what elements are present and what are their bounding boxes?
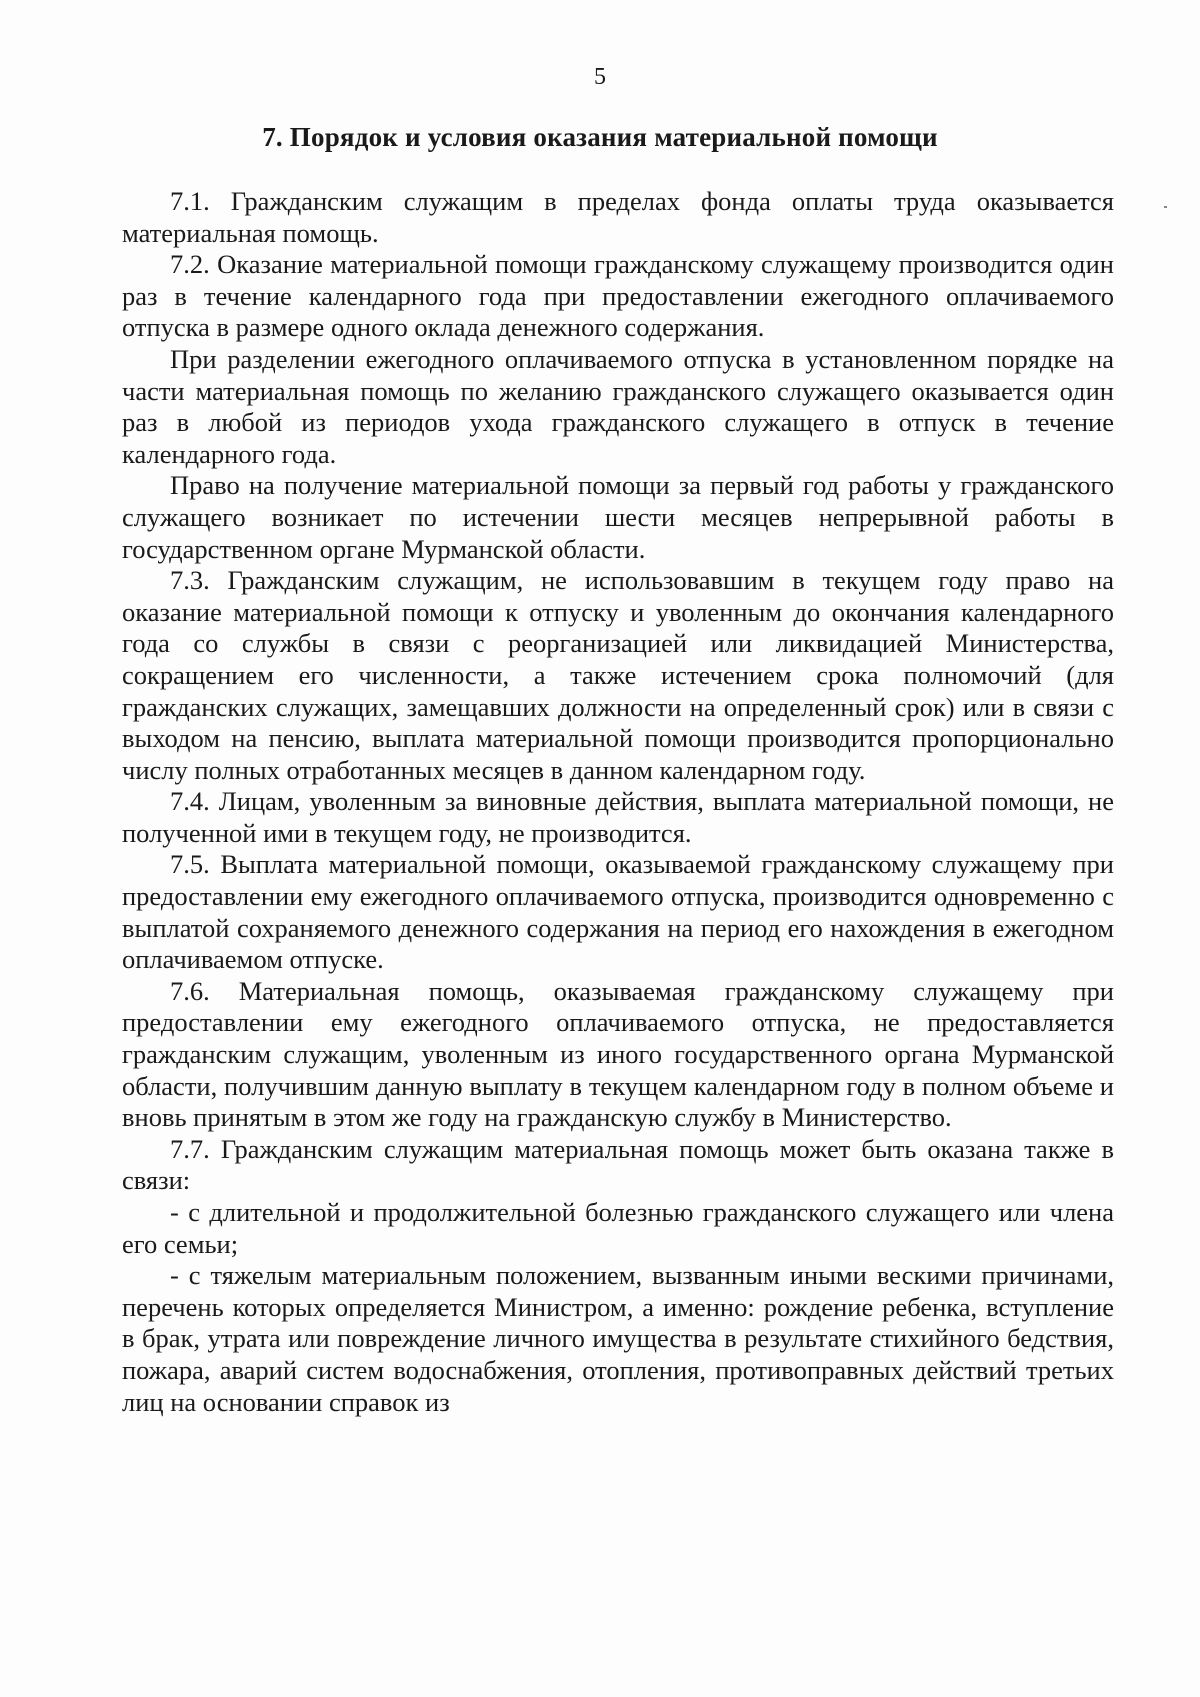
paragraph-7-2: 7.2. Оказание материальной помощи гражданскому служащему производится один раз в течение календарного года при предоставлении ежегодного оплачиваемого отпуска в размере одного оклада денежного содержания. [122,249,1114,343]
section-title: 7. Порядок и условия оказания материальной помощи [262,122,938,152]
scan-speck [1164,206,1167,208]
paragraph-7-3: 7.3. Гражданским служащим, не использовавшим в текущем году право на оказание материальной помощи к отпуску и уволенным до окончания календарного года со службы в связи с реорганизацией или ликвидацией Министерства, сокращением его численности, а также истечением срока полномочий (для гражданских служащих, замещавших должности на определенный срок) или в связи с выходом на пенсию, выплата материальной помощи производится пропорционально числу полных отработанных месяцев в данном календарном году. [122,565,1114,785]
paragraph-7-4: 7.4. Лицам, уволенным за виновные действия, выплата материальной помощи, не полученной ими в текущем году, не производится. [122,786,1114,848]
paragraph-7-5: 7.5. Выплата материальной помощи, оказываемой гражданскому служащему при предоставлении ему ежегодного оплачиваемого отпуска, производится одновременно с выплатой сохраняемого денежного содержания на период его нахождения в ежегодном оплачиваемом отпуске. [122,849,1114,975]
list-item-illness: - с длительной и продолжительной болезнью гражданского служащего или члена его семьи; [122,1197,1114,1259]
paragraph-7-7: 7.7. Гражданским служащим материальная помощь может быть оказана также в связи: [122,1133,1114,1196]
paragraph-7-1: 7.1. Гражданским служащим в пределах фонда оплаты труда оказывается материальная помощь. [122,186,1114,248]
page-number: 5 [594,64,606,90]
paragraph-7-6: 7.6. Материальная помощь, оказываемая гражданскому служащему при предоставлении ему ежегодного оплачиваемого отпуска, не предоставляется гражданским служащим, уволенным из иного государственного органа Мурманской области, получившим данную выплату в текущем календарном году в полном объеме и вновь принятым в этом же году на гражданскую службу в Министерство. [122,975,1114,1133]
paragraph-7-2-first-year: Право на получение материальной помощи за первый год работы у гражданского служащего возникает по истечении шести месяцев непрерывной работы в государственном органе Мурманской области. [122,470,1114,564]
paragraph-7-2-part-division: При разделении ежегодного оплачиваемого отпуска в установленном порядке на части материальная помощь по желанию гражданского служащего оказывается один раз в любой из периодов ухода гражданского служащего в отпуск в течение календарного года. [122,343,1114,469]
list-item-hardship: - с тяжелым материальным положением, вызванным иными вескими причинами, перечень которых определяется Министром, а именно: рождение ребенка, вступление в брак, утрата или повреждение личного имущества в результате стихийного бедствия, пожара, аварий систем водоснабжения, отопления, противоправных действий третьих лиц на основании справок из [122,1260,1114,1417]
document-body [122,186,1114,1418]
